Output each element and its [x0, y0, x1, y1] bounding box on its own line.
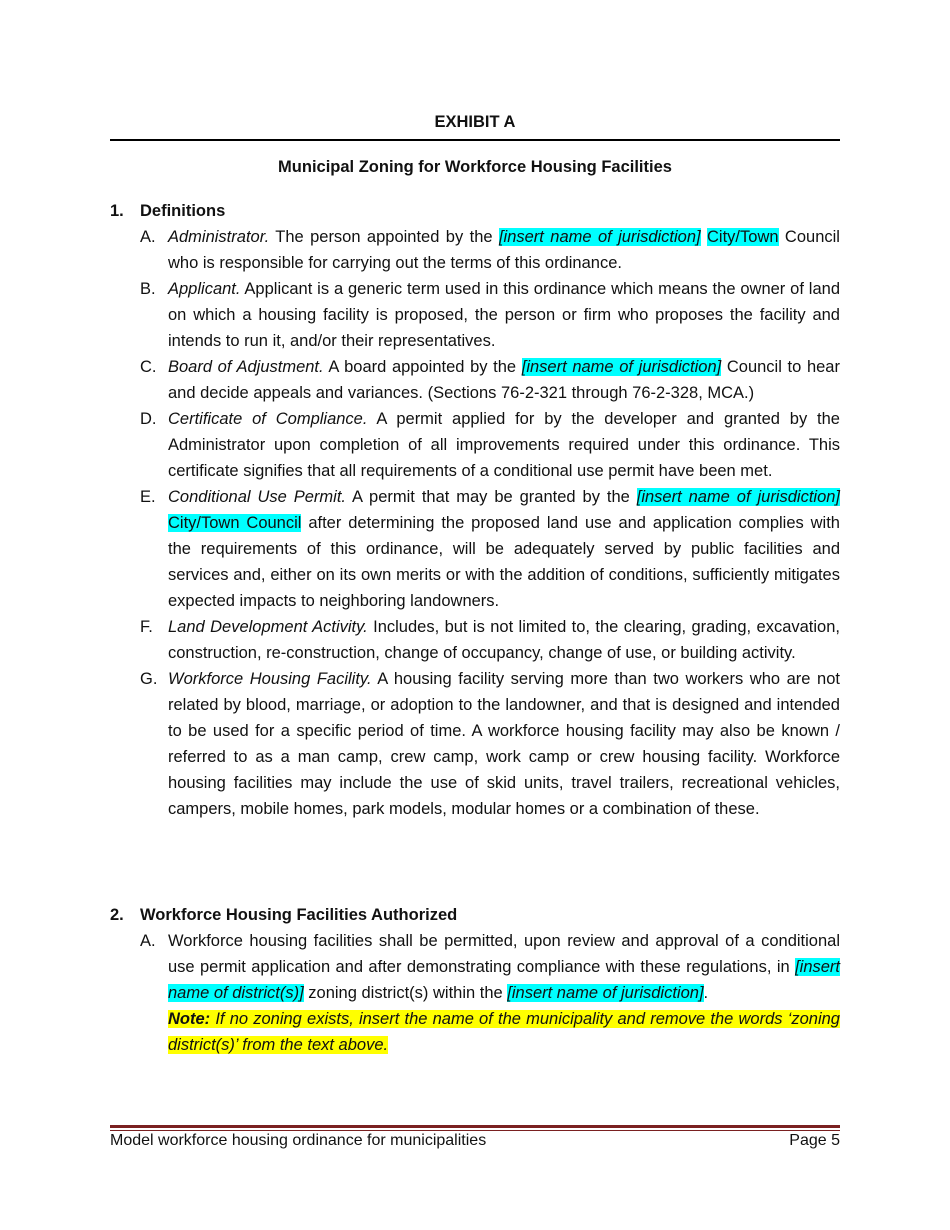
footer-document-title: Model workforce housing ordinance for municipalities: [110, 1132, 487, 1149]
item-letter: B.: [140, 280, 156, 298]
definition-term: Conditional Use Permit.: [168, 488, 347, 506]
section-definitions: [110, 198, 840, 822]
footer-rule-thick: [110, 1125, 840, 1128]
definition-text: The person appointed by the: [269, 228, 499, 246]
item-letter: A.: [140, 228, 156, 246]
city-town-placeholder: City/Town: [707, 228, 779, 246]
footer-page-number: Page 5: [789, 1132, 840, 1149]
definition-board-of-adjustment: [140, 354, 840, 406]
jurisdiction-placeholder: [insert name of jurisdiction]: [498, 228, 701, 246]
definition-term: Board of Adjustment.: [168, 358, 324, 376]
jurisdiction-placeholder: [insert name of jurisdiction]: [507, 984, 704, 1002]
definition-text: A housing facility serving more than two workers who are not related by blood, marriage, or adoption to the landowner, and that is designed and intended to be used for a specific period of time. A workforce housing facility may also be known / referred to as a man camp, crew camp, work camp or crew housing facility. Workforce housing facilities may include the use of skid units, travel trailers, recreational vehicles, campers, mobile homes, park models, modular homes or a combination of these.: [168, 670, 840, 818]
definition-text: after determining the proposed land use and application complies with the requirements of this ordinance, will be adequately served by public facilities and services and, either on its own merits or with the addition of conditions, sufficiently mitigates expected impacts to neighboring landowners.: [168, 514, 840, 610]
definition-text: Council who is responsible for carrying out the terms of this ordinance.: [168, 228, 840, 272]
section-number: 2.: [110, 906, 124, 924]
definition-conditional-use-permit: [140, 484, 840, 614]
clause-text: .: [703, 984, 709, 1002]
exhibit-heading: EXHIBIT A: [434, 113, 516, 131]
district-placeholder: [insert name of district(s)]: [168, 958, 840, 1002]
definition-term: Land Development Activity.: [168, 618, 368, 636]
section-title: Workforce Housing Facilities Authorized: [140, 906, 458, 924]
note-block: [168, 1006, 840, 1058]
jurisdiction-placeholder: [insert name of jurisdiction]: [636, 488, 841, 506]
definition-certificate-of-compliance: [140, 406, 840, 484]
clause-text: Workforce housing facilities shall be permitted, upon review and approval of a conditional use permit application and after demonstrating compliance with these regulations, in: [168, 932, 840, 976]
item-letter: A.: [140, 932, 156, 950]
document-subtitle: Municipal Zoning for Workforce Housing Facilities: [278, 158, 672, 176]
section-authorized: [110, 902, 840, 1058]
definition-text: Council to hear and decide appeals and variances. (Sections 76-2-321 through 76-2-328, MCA.): [168, 358, 840, 402]
footer-rule-thin: [110, 1130, 840, 1131]
definition-administrator: [140, 224, 840, 276]
definition-workforce-housing-facility: [140, 666, 840, 822]
authorization-clause: [140, 928, 840, 1006]
item-letter: G.: [140, 670, 158, 688]
item-letter: D.: [140, 410, 157, 428]
document-page: [110, 0, 840, 1230]
definition-term: Workforce Housing Facility.: [168, 670, 372, 688]
jurisdiction-placeholder: [insert name of jurisdiction]: [521, 358, 722, 376]
definition-text: Applicant is a generic term used in this ordinance which means the owner of land on which a housing facility is proposed, the person or firm who proposes the facility and intends to run it, and/or their representatives.: [168, 280, 840, 350]
definition-term: Certificate of Compliance.: [168, 410, 368, 428]
section-title: Definitions: [140, 202, 226, 220]
header-rule: [110, 139, 840, 141]
note-text: If no zoning exists, insert the name of the municipality and remove the words ‘zoning district(s)’ from the text above.: [168, 1010, 840, 1054]
note-label: Note:: [168, 1010, 211, 1028]
section-heading: [110, 198, 840, 224]
item-letter: E.: [140, 488, 156, 506]
definition-term: Administrator.: [168, 228, 270, 246]
definition-term: Applicant.: [168, 280, 241, 298]
definition-applicant: [140, 276, 840, 354]
section-number: 1.: [110, 202, 124, 220]
clause-text: zoning district(s) within the: [303, 984, 508, 1002]
definition-text: A permit applied for by the developer and granted by the Administrator upon completion of all improvements required under this ordinance. This certificate signifies that all requirements of a conditional use permit have been met.: [168, 410, 840, 480]
city-town-council-placeholder: City/Town Council: [168, 514, 302, 532]
item-letter: C.: [140, 358, 157, 376]
definition-text: Includes, but is not limited to, the clearing, grading, excavation, construction, re-construction, change of occupancy, change of use, or building activity.: [168, 618, 840, 662]
definition-land-development-activity: [140, 614, 840, 666]
definition-text: A board appointed by the: [323, 358, 522, 376]
section-heading: [110, 902, 840, 928]
item-letter: F.: [140, 618, 153, 636]
definition-text: A permit that may be granted by the: [346, 488, 637, 506]
